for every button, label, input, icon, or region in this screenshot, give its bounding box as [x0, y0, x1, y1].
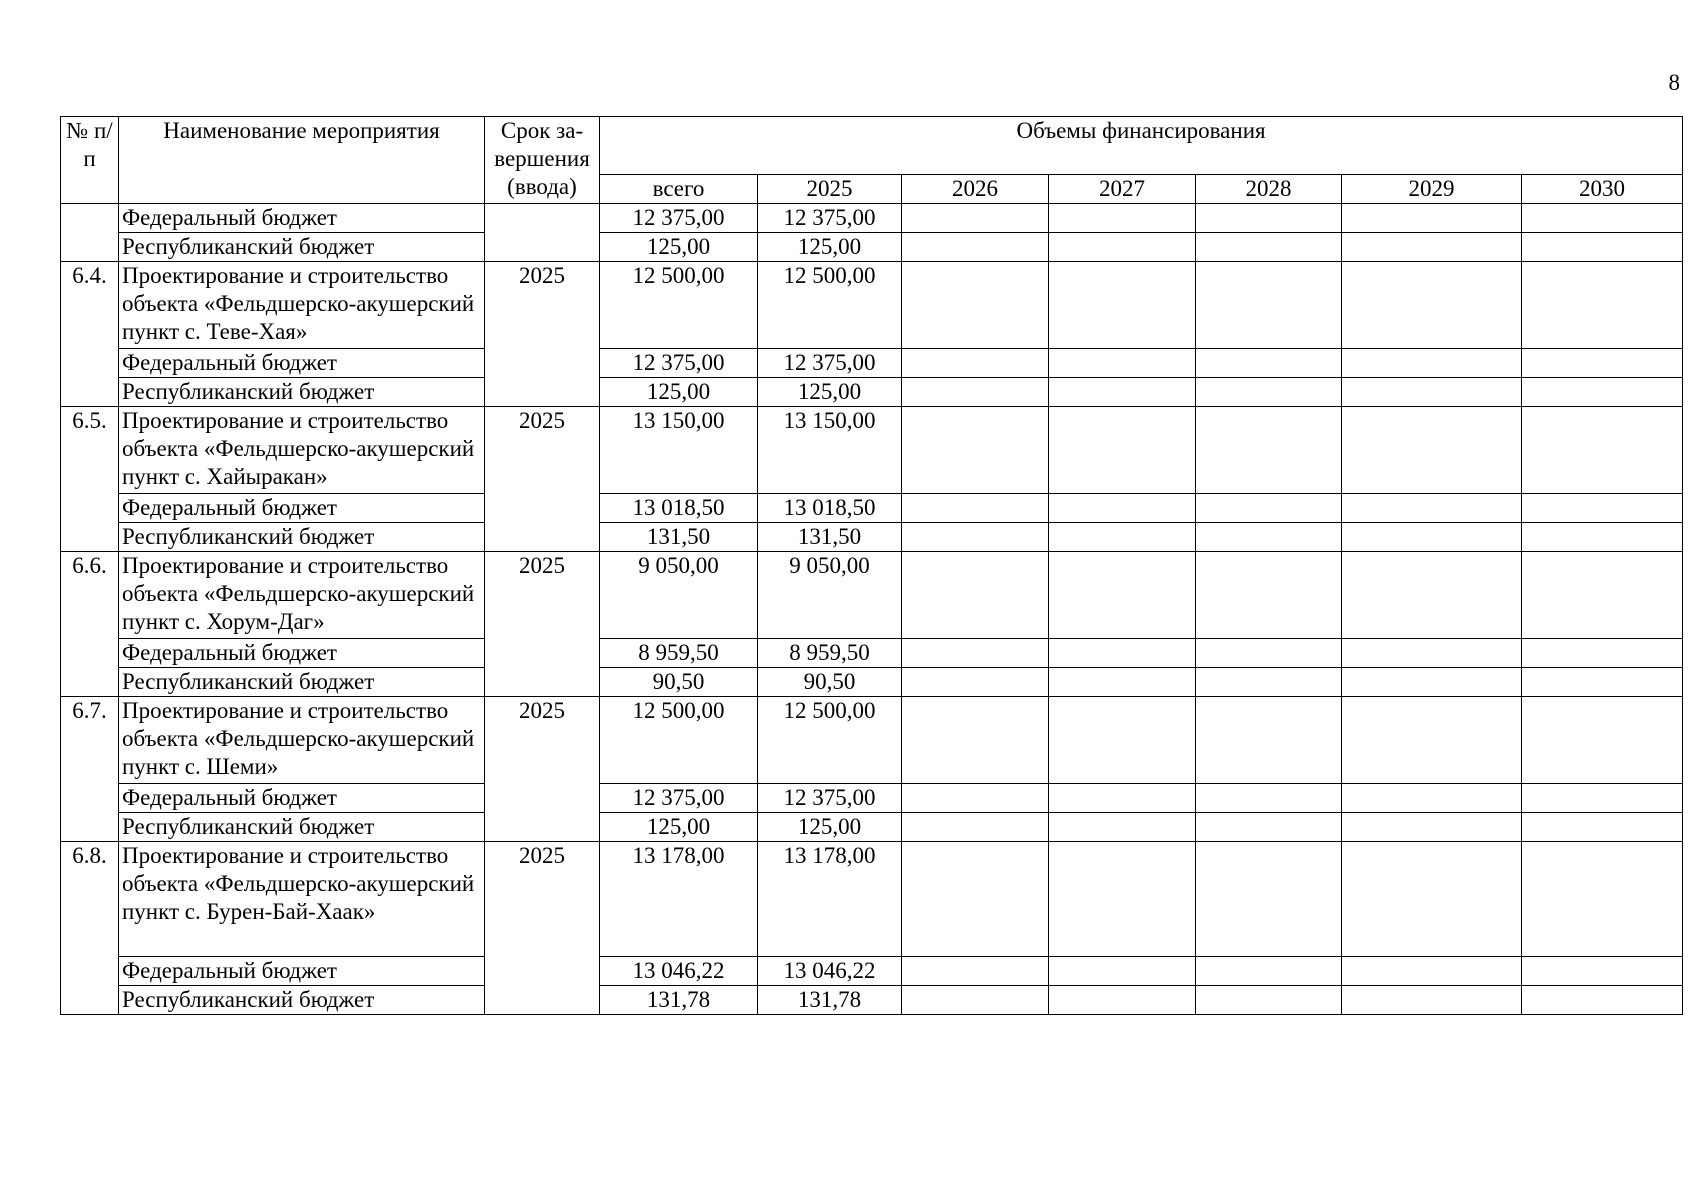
- cell-year-2027: [1049, 552, 1196, 639]
- cell-year-2028: [1196, 986, 1342, 1015]
- header-deadline: Срок за-вершения (ввода): [485, 117, 600, 204]
- cell-year-2026: [902, 668, 1049, 697]
- cell-total: 125,00: [600, 233, 758, 262]
- table-row: [61, 842, 1683, 957]
- cell-year-2029: [1342, 204, 1522, 233]
- cell-year-2030: [1522, 552, 1683, 639]
- cell-year-2026: [902, 378, 1049, 407]
- cell-name: Проектирование и строительство объекта «Фельдшерско-акушерский пункт с. Хайыракан»: [119, 407, 485, 494]
- cell-year-2027: [1049, 842, 1196, 957]
- cell-year-2028: [1196, 378, 1342, 407]
- cell-year-2029: [1342, 407, 1522, 494]
- table-row: [61, 697, 1683, 784]
- cell-year-2027: [1049, 813, 1196, 842]
- table-row: [61, 262, 1683, 349]
- cell-num: 6.6.: [61, 552, 119, 697]
- header-funding: Объемы финансирования: [600, 117, 1683, 175]
- header-row: [61, 117, 1683, 175]
- cell-year-2025: 125,00: [758, 813, 902, 842]
- cell-year-2029: [1342, 552, 1522, 639]
- cell-year-2029: [1342, 349, 1522, 378]
- cell-total: 131,50: [600, 523, 758, 552]
- cell-year-2030: [1522, 378, 1683, 407]
- cell-name: Проектирование и строительство объекта «Фельдшерско-акушерский пункт с. Бурен-Бай-Хаак»: [119, 842, 485, 957]
- cell-year-2029: [1342, 262, 1522, 349]
- cell-source: Республиканский бюджет: [119, 233, 485, 262]
- page-number: 8: [1668, 70, 1680, 95]
- cell-year-2025: 131,50: [758, 523, 902, 552]
- cell-total: 8 959,50: [600, 639, 758, 668]
- cell-total: 12 375,00: [600, 784, 758, 813]
- cell-deadline: [485, 204, 600, 262]
- cell-year-2026: [902, 957, 1049, 986]
- cell-year-2030: [1522, 407, 1683, 494]
- cell-year-2025: 12 500,00: [758, 262, 902, 349]
- cell-year-2027: [1049, 957, 1196, 986]
- cell-year-2029: [1342, 813, 1522, 842]
- cell-source: Федеральный бюджет: [119, 784, 485, 813]
- table-row: [61, 639, 1683, 668]
- cell-year-2028: [1196, 697, 1342, 784]
- cell-source: Федеральный бюджет: [119, 957, 485, 986]
- cell-year-2025: 125,00: [758, 378, 902, 407]
- cell-year-2026: [902, 349, 1049, 378]
- cell-name: Проектирование и строительство объекта «Фельдшерско-акушерский пункт с. Хорум-Даг»: [119, 552, 485, 639]
- cell-deadline: 2025: [485, 842, 600, 1015]
- cell-year-2027: [1049, 986, 1196, 1015]
- cell-total: 12 500,00: [600, 262, 758, 349]
- header-year-2025: 2025: [758, 175, 902, 204]
- cell-year-2027: [1049, 523, 1196, 552]
- cell-source: Республиканский бюджет: [119, 378, 485, 407]
- cell-name: Проектирование и строительство объекта «Фельдшерско-акушерский пункт с. Шеми»: [119, 697, 485, 784]
- cell-year-2026: [902, 262, 1049, 349]
- cell-total: 13 018,50: [600, 494, 758, 523]
- cell-year-2029: [1342, 233, 1522, 262]
- cell-year-2026: [902, 494, 1049, 523]
- cell-year-2027: [1049, 262, 1196, 349]
- cell-year-2029: [1342, 697, 1522, 784]
- header-total: всего: [600, 175, 758, 204]
- cell-year-2027: [1049, 784, 1196, 813]
- cell-deadline: 2025: [485, 552, 600, 697]
- cell-year-2029: [1342, 494, 1522, 523]
- cell-num: 6.8.: [61, 842, 119, 1015]
- cell-year-2025: 13 178,00: [758, 842, 902, 957]
- table-row: [61, 552, 1683, 639]
- cell-year-2027: [1049, 407, 1196, 494]
- cell-year-2029: [1342, 523, 1522, 552]
- header-year-2027: 2027: [1049, 175, 1196, 204]
- cell-total: 9 050,00: [600, 552, 758, 639]
- table-row: [61, 986, 1683, 1015]
- cell-year-2025: 9 050,00: [758, 552, 902, 639]
- cell-year-2026: [902, 697, 1049, 784]
- cell-year-2025: 8 959,50: [758, 639, 902, 668]
- cell-year-2025: 13 018,50: [758, 494, 902, 523]
- cell-total: 12 375,00: [600, 204, 758, 233]
- cell-source: Республиканский бюджет: [119, 986, 485, 1015]
- cell-year-2026: [902, 639, 1049, 668]
- cell-year-2029: [1342, 378, 1522, 407]
- cell-num: 6.7.: [61, 697, 119, 842]
- cell-year-2028: [1196, 668, 1342, 697]
- cell-year-2028: [1196, 957, 1342, 986]
- cell-year-2028: [1196, 784, 1342, 813]
- cell-year-2030: [1522, 204, 1683, 233]
- header-year-2028: 2028: [1196, 175, 1342, 204]
- cell-year-2029: [1342, 784, 1522, 813]
- cell-year-2030: [1522, 957, 1683, 986]
- cell-year-2026: [902, 784, 1049, 813]
- cell-year-2026: [902, 552, 1049, 639]
- table-row: [61, 957, 1683, 986]
- cell-year-2026: [902, 204, 1049, 233]
- cell-year-2028: [1196, 262, 1342, 349]
- cell-year-2029: [1342, 639, 1522, 668]
- cell-year-2030: [1522, 494, 1683, 523]
- header-year-2026: 2026: [902, 175, 1049, 204]
- cell-total: 13 046,22: [600, 957, 758, 986]
- cell-year-2028: [1196, 842, 1342, 957]
- header-year-2029: 2029: [1342, 175, 1522, 204]
- cell-year-2025: 13 150,00: [758, 407, 902, 494]
- cell-year-2026: [902, 407, 1049, 494]
- cell-year-2030: [1522, 349, 1683, 378]
- cell-total: 12 500,00: [600, 697, 758, 784]
- cell-year-2025: 12 375,00: [758, 204, 902, 233]
- cell-year-2029: [1342, 986, 1522, 1015]
- table-row: [61, 349, 1683, 378]
- cell-year-2025: 131,78: [758, 986, 902, 1015]
- cell-year-2027: [1049, 668, 1196, 697]
- cell-year-2025: 13 046,22: [758, 957, 902, 986]
- cell-deadline: 2025: [485, 262, 600, 407]
- financing-table: [60, 116, 1683, 1015]
- cell-year-2026: [902, 986, 1049, 1015]
- table-row: [61, 523, 1683, 552]
- table-row: [61, 407, 1683, 494]
- cell-year-2026: [902, 813, 1049, 842]
- table-row: [61, 204, 1683, 233]
- header-num: № п/п: [61, 117, 119, 204]
- table-row: [61, 784, 1683, 813]
- cell-year-2025: 90,50: [758, 668, 902, 697]
- cell-year-2027: [1049, 233, 1196, 262]
- cell-year-2028: [1196, 523, 1342, 552]
- cell-year-2030: [1522, 262, 1683, 349]
- table-row: [61, 494, 1683, 523]
- cell-year-2026: [902, 233, 1049, 262]
- cell-total: 13 150,00: [600, 407, 758, 494]
- header-year-2030: 2030: [1522, 175, 1683, 204]
- cell-year-2027: [1049, 378, 1196, 407]
- cell-year-2028: [1196, 639, 1342, 668]
- table-row: [61, 233, 1683, 262]
- cell-year-2028: [1196, 407, 1342, 494]
- table-row: [61, 813, 1683, 842]
- cell-year-2030: [1522, 784, 1683, 813]
- cell-year-2028: [1196, 204, 1342, 233]
- cell-year-2029: [1342, 668, 1522, 697]
- cell-year-2027: [1049, 697, 1196, 784]
- table-row: [61, 668, 1683, 697]
- cell-source: Республиканский бюджет: [119, 668, 485, 697]
- cell-source: Федеральный бюджет: [119, 349, 485, 378]
- cell-year-2028: [1196, 233, 1342, 262]
- cell-year-2026: [902, 842, 1049, 957]
- cell-num: [61, 204, 119, 262]
- cell-year-2025: 12 375,00: [758, 784, 902, 813]
- cell-year-2029: [1342, 842, 1522, 957]
- cell-source: Федеральный бюджет: [119, 204, 485, 233]
- cell-total: 13 178,00: [600, 842, 758, 957]
- cell-deadline: 2025: [485, 407, 600, 552]
- cell-year-2030: [1522, 523, 1683, 552]
- cell-year-2027: [1049, 639, 1196, 668]
- cell-year-2027: [1049, 494, 1196, 523]
- cell-year-2030: [1522, 697, 1683, 784]
- cell-year-2028: [1196, 494, 1342, 523]
- cell-year-2025: 12 375,00: [758, 349, 902, 378]
- cell-year-2025: 12 500,00: [758, 697, 902, 784]
- cell-year-2030: [1522, 668, 1683, 697]
- cell-num: 6.4.: [61, 262, 119, 407]
- header-name: Наименование мероприятия: [119, 117, 485, 204]
- cell-year-2027: [1049, 349, 1196, 378]
- cell-total: 90,50: [600, 668, 758, 697]
- cell-num: 6.5.: [61, 407, 119, 552]
- cell-name: Проектирование и строительство объекта «Фельдшерско-акушерский пункт с. Теве-Хая»: [119, 262, 485, 349]
- cell-total: 125,00: [600, 378, 758, 407]
- cell-year-2030: [1522, 639, 1683, 668]
- cell-total: 12 375,00: [600, 349, 758, 378]
- cell-source: Республиканский бюджет: [119, 813, 485, 842]
- cell-year-2030: [1522, 813, 1683, 842]
- cell-year-2027: [1049, 204, 1196, 233]
- cell-total: 125,00: [600, 813, 758, 842]
- cell-year-2030: [1522, 986, 1683, 1015]
- cell-deadline: 2025: [485, 697, 600, 842]
- cell-source: Федеральный бюджет: [119, 639, 485, 668]
- cell-source: Республиканский бюджет: [119, 523, 485, 552]
- cell-year-2026: [902, 523, 1049, 552]
- cell-year-2028: [1196, 349, 1342, 378]
- cell-total: 131,78: [600, 986, 758, 1015]
- cell-source: Федеральный бюджет: [119, 494, 485, 523]
- cell-year-2030: [1522, 842, 1683, 957]
- cell-year-2030: [1522, 233, 1683, 262]
- cell-year-2028: [1196, 813, 1342, 842]
- cell-year-2028: [1196, 552, 1342, 639]
- cell-year-2025: 125,00: [758, 233, 902, 262]
- cell-year-2029: [1342, 957, 1522, 986]
- table-row: [61, 378, 1683, 407]
- table-body: [61, 117, 1683, 1015]
